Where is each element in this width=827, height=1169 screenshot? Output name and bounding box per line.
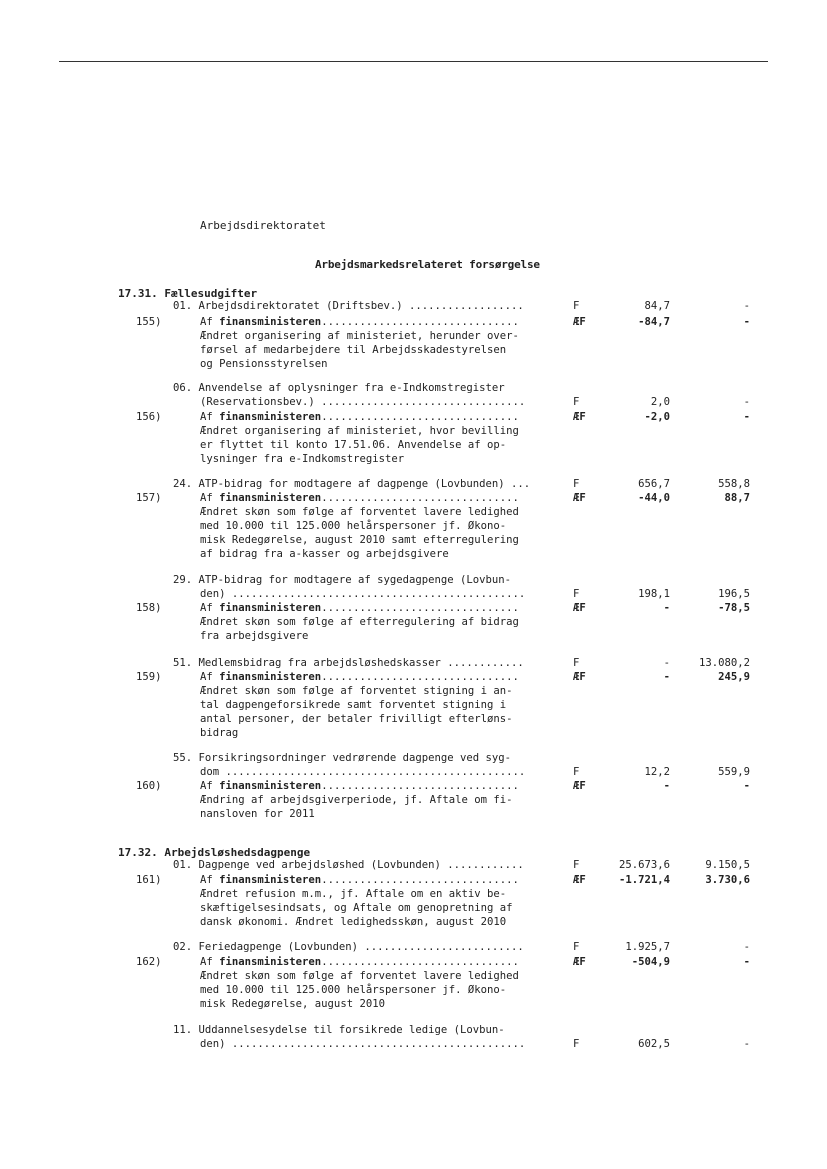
adjustment-col1: -1.721,4 [618, 874, 670, 886]
account-line: 11. Uddannelsesydelse til forsikrede ledige (Lovbun- [173, 1024, 505, 1036]
explanation-text: Ændret organisering af ministeriet, herunder over- førsel af medarbejdere til Arbejdsskadestyrelsen og Pensionsstyrelsen [200, 330, 519, 370]
page-heading: Arbejdsmarkedsrelateret forsørgelse [315, 258, 540, 271]
explanation-text: Ændret refusion m.m., jf. Aftale om en aktiv be- skæftigelsesindsats, og Aftale om genopretning af dansk økonomi. Ændret ledighedsskøn, august 2010 [200, 888, 513, 928]
amount-col1: 602,5 [638, 1038, 670, 1050]
account-line: 01. Arbejdsdirektoratet (Driftsbev.) .................. [173, 300, 524, 312]
account-code: F [573, 478, 580, 490]
amount-col1: - [663, 657, 670, 669]
adjustment-col1: -84,7 [638, 316, 670, 328]
footnote-number: 158) [136, 602, 162, 614]
adjustment-code: ÆF [573, 956, 586, 968]
adjustment-col1: - [663, 602, 670, 614]
amount-col2: - [743, 300, 750, 312]
amount-col1: 84,7 [644, 300, 670, 312]
account-line: 01. Dagpenge ved arbejdsløshed (Lovbunden) ............ [173, 859, 524, 871]
footnote-number: 162) [136, 956, 162, 968]
top-rule [59, 61, 768, 62]
explanation-text: Ændret skøn som følge af forventet lavere ledighed med 10.000 til 125.000 helårspersoner jf. Økono- misk Redegørelse, august 2010 samt efterregulering af bidrag fra a-kasser og arbejdsgivere [200, 506, 519, 560]
footnote-number: 161) [136, 874, 162, 886]
adjustment-col2: 88,7 [724, 492, 750, 504]
account-line-cont: den) .............................................. [200, 588, 526, 600]
adjustment-line: Af finansministeren............................... [200, 671, 519, 683]
account-code: F [573, 396, 580, 408]
account-code: F [573, 657, 580, 669]
adjustment-col2: - [743, 780, 750, 792]
adjustment-code: ÆF [573, 780, 586, 792]
amount-col1: 25.673,6 [618, 859, 670, 871]
adjustment-line: Af finansministeren............................... [200, 780, 519, 792]
amount-col2: 558,8 [718, 478, 750, 490]
footnote-number: 157) [136, 492, 162, 504]
account-line: 06. Anvendelse af oplysninger fra e-Indkomstregister [173, 382, 505, 394]
amount-col2: 559,9 [718, 766, 750, 778]
adjustment-line: Af finansministeren............................... [200, 602, 519, 614]
explanation-text: Ændret skøn som følge af forventet lavere ledighed med 10.000 til 125.000 helårspersoner jf. Økono- misk Redegørelse, august 2010 [200, 970, 519, 1010]
amount-col1: 656,7 [638, 478, 670, 490]
amount-col2: - [743, 1038, 750, 1050]
adjustment-line: Af finansministeren............................... [200, 956, 519, 968]
account-line: 55. Forsikringsordninger vedrørende dagpenge ved syg- [173, 752, 512, 764]
account-code: F [573, 941, 580, 953]
adjustment-code: ÆF [573, 411, 586, 423]
amount-col1: 1.925,7 [625, 941, 670, 953]
footnote-number: 156) [136, 411, 162, 423]
account-line: 29. ATP-bidrag for modtagere af sygedagpenge (Lovbun- [173, 574, 512, 586]
adjustment-col1: - [663, 780, 670, 792]
adjustment-col2: - [743, 316, 750, 328]
adjustment-col1: -504,9 [631, 956, 670, 968]
adjustment-col1: - [663, 671, 670, 683]
account-line: 02. Feriedagpenge (Lovbunden) ......................... [173, 941, 524, 953]
account-line-cont: (Reservationsbev.) ................................ [200, 396, 526, 408]
adjustment-col1: -2,0 [644, 411, 670, 423]
footnote-number: 159) [136, 671, 162, 683]
adjustment-code: ÆF [573, 316, 586, 328]
amount-col1: 12,2 [644, 766, 670, 778]
adjustment-code: ÆF [573, 602, 586, 614]
footnote-number: 155) [136, 316, 162, 328]
adjustment-code: ÆF [573, 492, 586, 504]
footnote-number: 160) [136, 780, 162, 792]
account-code: F [573, 588, 580, 600]
adjustment-line: Af finansministeren............................... [200, 492, 519, 504]
account-code: F [573, 1038, 580, 1050]
section-title: 17.31. Fællesudgifter [118, 287, 258, 300]
explanation-text: Ændret organisering af ministeriet, hvor bevilling er flyttet til konto 17.51.06. Anvendelse af op- lysninger fra e-Indkomstregister [200, 425, 519, 465]
account-line: 24. ATP-bidrag for modtagere af dagpenge (Lovbunden) ... [173, 478, 531, 490]
amount-col1: 2,0 [650, 396, 670, 408]
amount-col2: - [743, 941, 750, 953]
explanation-text: Ændret skøn som følge af forventet stigning i an- tal dagpengeforsikrede samt forventet stigning i antal personer, der betaler frivilligt efterløns- bidrag [200, 685, 513, 739]
ministry-name: Arbejdsdirektoratet [200, 219, 326, 232]
explanation-text: Ændret skøn som følge af efterregulering af bidrag fra arbejdsgivere [200, 616, 519, 642]
section-title: 17.32. Arbejdsløshedsdagpenge [118, 846, 311, 859]
account-line-cont: den) .............................................. [200, 1038, 526, 1050]
adjustment-code: ÆF [573, 671, 586, 683]
adjustment-col1: -44,0 [638, 492, 670, 504]
adjustment-col2: -78,5 [718, 602, 750, 614]
adjustment-col2: 3.730,6 [705, 874, 750, 886]
account-code: F [573, 766, 580, 778]
amount-col2: - [743, 396, 750, 408]
amount-col1: 198,1 [638, 588, 670, 600]
amount-col2: 9.150,5 [705, 859, 750, 871]
explanation-text: Ændring af arbejdsgiverperiode, jf. Aftale om fi- nansloven for 2011 [200, 794, 513, 820]
adjustment-line: Af finansministeren............................... [200, 411, 519, 423]
account-line: 51. Medlemsbidrag fra arbejdsløshedskasser ............ [173, 657, 524, 669]
amount-col2: 13.080,2 [698, 657, 750, 669]
adjustment-col2: 245,9 [718, 671, 750, 683]
adjustment-code: ÆF [573, 874, 586, 886]
adjustment-line: Af finansministeren............................... [200, 874, 519, 886]
account-code: F [573, 859, 580, 871]
amount-col2: 196,5 [718, 588, 750, 600]
account-line-cont: dom ............................................... [200, 766, 526, 778]
adjustment-col2: - [743, 956, 750, 968]
adjustment-line: Af finansministeren............................... [200, 316, 519, 328]
adjustment-col2: - [743, 411, 750, 423]
account-code: F [573, 300, 580, 312]
